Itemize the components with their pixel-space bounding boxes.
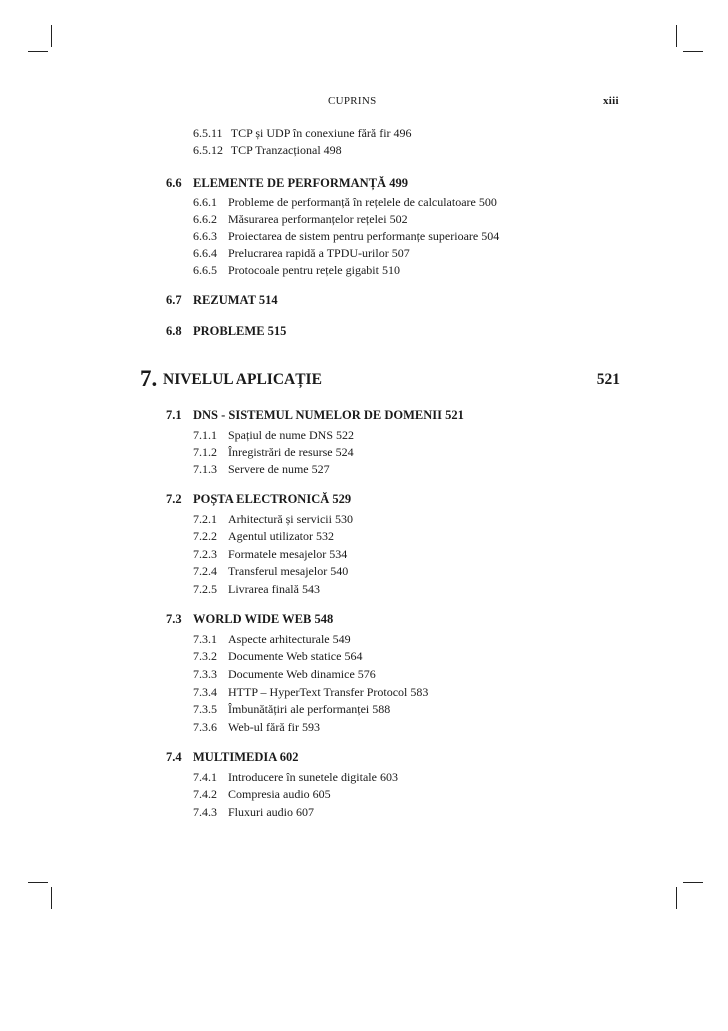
section-number: 7.1 xyxy=(166,408,182,422)
entry-text: Formatele mesajelor 534 xyxy=(228,547,348,561)
toc-entry xyxy=(193,229,499,243)
entry-text: Web-ul fără fir 593 xyxy=(228,720,320,734)
entry-text: HTTP – HyperText Transfer Protocol 583 xyxy=(228,685,429,699)
entry-text: Servere de nume 527 xyxy=(228,462,330,476)
toc-entry xyxy=(193,246,410,260)
crop-mark xyxy=(683,51,703,52)
crop-mark xyxy=(51,887,52,909)
entry-text: Spațiul de nume DNS 522 xyxy=(228,428,354,442)
toc-entry xyxy=(193,263,400,277)
toc-entry xyxy=(193,462,330,476)
crop-mark xyxy=(28,51,48,52)
entry-text: Transferul mesajelor 540 xyxy=(228,564,349,578)
toc-entry xyxy=(193,720,320,734)
crop-mark xyxy=(676,25,677,47)
entry-text: Agentul utilizator 532 xyxy=(228,529,334,543)
running-title: CUPRINS xyxy=(328,95,377,107)
toc-entry xyxy=(193,770,398,784)
entry-number: 6.5.12 xyxy=(193,143,223,157)
chapter-page: 521 xyxy=(596,371,620,388)
section-title: WORLD WIDE WEB 548 xyxy=(193,612,334,626)
chapter-number: 7. xyxy=(140,366,158,391)
crop-mark xyxy=(676,887,677,909)
section-number: 6.7 xyxy=(166,293,182,307)
toc-entry xyxy=(193,143,342,157)
entry-text: Îmbunătățiri ale performanței 588 xyxy=(228,702,391,716)
entry-text: Documente Web statice 564 xyxy=(228,649,363,663)
entry-number: 6.5.11 xyxy=(193,126,223,140)
entry-number: 6.6.1 xyxy=(193,195,217,209)
entry-text: Măsurarea performanțelor rețelei 502 xyxy=(228,212,408,226)
crop-mark xyxy=(28,882,48,883)
running-head xyxy=(0,95,728,111)
entry-text: Proiectarea de sistem pentru performanțe superioare 504 xyxy=(228,229,500,243)
entry-number: 7.3.1 xyxy=(193,632,217,646)
entry-number: 7.3.2 xyxy=(193,649,217,663)
section-title: DNS - SISTEMUL NUMELOR DE DOMENII 521 xyxy=(193,408,464,422)
toc-section xyxy=(166,324,286,338)
entry-number: 6.6.4 xyxy=(193,246,217,260)
toc-section xyxy=(166,750,298,764)
toc-entry xyxy=(193,582,320,596)
toc-entry xyxy=(193,685,428,699)
section-title: ELEMENTE DE PERFORMANȚĂ 499 xyxy=(193,176,408,190)
chapter-title: NIVELUL APLICAȚIE xyxy=(163,371,322,388)
entry-text: Documente Web dinamice 576 xyxy=(228,667,376,681)
toc-entry xyxy=(193,512,353,526)
entry-text: Compresia audio 605 xyxy=(228,787,331,801)
entry-text: Prelucrarea rapidă a TPDU-urilor 507 xyxy=(228,246,410,260)
section-number: 7.4 xyxy=(166,750,182,764)
section-title: REZUMAT 514 xyxy=(193,293,278,307)
entry-text: Probleme de performanță în rețelele de calculatoare 500 xyxy=(228,195,497,209)
section-number: 7.3 xyxy=(166,612,182,626)
toc-section xyxy=(166,293,278,307)
toc-section xyxy=(166,492,351,506)
entry-number: 7.2.1 xyxy=(193,512,217,526)
entry-number: 6.6.2 xyxy=(193,212,217,226)
toc-entry xyxy=(193,445,354,459)
toc-section xyxy=(166,176,408,190)
entry-text: Arhitectură și servicii 530 xyxy=(228,512,353,526)
entry-text: Fluxuri audio 607 xyxy=(228,805,314,819)
entry-text: Livrarea finală 543 xyxy=(228,582,320,596)
entry-number: 7.3.5 xyxy=(193,702,217,716)
toc-section xyxy=(166,612,333,626)
entry-number: 7.2.5 xyxy=(193,582,217,596)
section-number: 7.2 xyxy=(166,492,182,506)
entry-text: Înregistrări de resurse 524 xyxy=(228,445,354,459)
toc-entry xyxy=(193,787,331,801)
section-number: 6.6 xyxy=(166,176,182,190)
section-title: POȘTA ELECTRONICĂ 529 xyxy=(193,492,352,506)
toc-entry xyxy=(193,805,314,819)
crop-mark xyxy=(51,25,52,47)
section-title: MULTIMEDIA 602 xyxy=(193,750,299,764)
entry-number: 7.4.1 xyxy=(193,770,217,784)
toc-entry xyxy=(193,632,351,646)
crop-mark xyxy=(683,882,703,883)
toc-section xyxy=(166,408,464,422)
section-title: PROBLEME 515 xyxy=(193,324,287,338)
toc-entry xyxy=(193,195,497,209)
section-number: 6.8 xyxy=(166,324,182,338)
entry-number: 7.1.3 xyxy=(193,462,217,476)
toc-entry xyxy=(193,667,376,681)
toc-entry xyxy=(193,126,412,140)
toc-entry xyxy=(193,212,408,226)
entry-text: TCP și UDP în conexiune fără fir 496 xyxy=(230,126,412,140)
entry-number: 7.1.1 xyxy=(193,428,217,442)
toc-entry xyxy=(193,649,362,663)
entry-number: 7.3.4 xyxy=(193,685,217,699)
entry-text: TCP Tranzacțional 498 xyxy=(230,143,342,157)
toc-entry xyxy=(193,564,348,578)
entry-number: 7.2.3 xyxy=(193,547,217,561)
toc-entry xyxy=(193,529,334,543)
entry-text: Introducere în sunetele digitale 603 xyxy=(228,770,398,784)
entry-number: 7.3.3 xyxy=(193,667,217,681)
toc-entry xyxy=(193,428,354,442)
entry-text: Protocoale pentru rețele gigabit 510 xyxy=(228,263,400,277)
toc-entry xyxy=(193,547,347,561)
entry-number: 7.2.2 xyxy=(193,529,217,543)
entry-number: 6.6.3 xyxy=(193,229,217,243)
entry-number: 7.3.6 xyxy=(193,720,217,734)
page-number: xiii xyxy=(603,95,619,107)
entry-number: 7.2.4 xyxy=(193,564,217,578)
entry-number: 7.1.2 xyxy=(193,445,217,459)
toc-entry xyxy=(193,702,390,716)
entry-number: 7.4.2 xyxy=(193,787,217,801)
entry-number: 7.4.3 xyxy=(193,805,217,819)
entry-text: Aspecte arhitecturale 549 xyxy=(228,632,351,646)
entry-number: 6.6.5 xyxy=(193,263,217,277)
chapter-heading xyxy=(140,366,620,392)
